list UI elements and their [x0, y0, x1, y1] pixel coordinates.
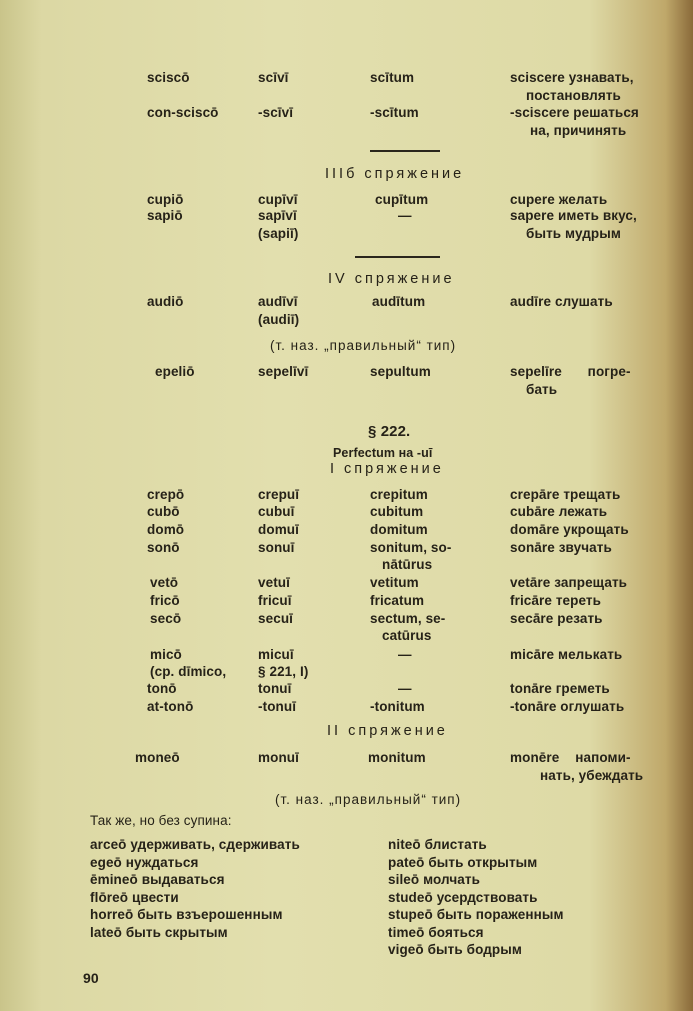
verb-supine: sectum, se-	[370, 611, 446, 626]
section-title: Perfectum на -uī	[333, 446, 433, 460]
verb-supine: —	[398, 647, 412, 662]
verb-present: epeliō	[155, 364, 195, 379]
verb-present: micō	[150, 647, 182, 662]
verb-meaning-cont: на, причинять	[530, 123, 627, 138]
verb-meaning: micāre мелькать	[510, 647, 623, 662]
verb-present: tonō	[147, 681, 177, 696]
divider	[355, 256, 440, 258]
verb-perfect: sonuī	[258, 540, 295, 555]
verb-meaning: secāre резать	[510, 611, 603, 626]
verb-present: domō	[147, 522, 185, 537]
verb-perfect: § 221, I)	[258, 664, 309, 679]
verb-supine: cupītum	[375, 192, 429, 207]
verb-supine: -scītum	[370, 105, 419, 120]
verb-present: sonō	[147, 540, 180, 555]
verb-meaning: sepelīre погре-	[510, 364, 631, 379]
verb-meaning: -sciscere решаться	[510, 105, 639, 120]
verb-list-item: timeō бояться	[388, 924, 484, 940]
verb-present: audiō	[147, 294, 184, 309]
verb-meaning-cont: быть мудрым	[526, 226, 621, 241]
verb-supine: scītum	[370, 70, 415, 85]
verb-supine: fricatum	[370, 593, 425, 608]
verb-list-item: sileō молчать	[388, 872, 481, 887]
verb-present: moneō	[135, 750, 180, 765]
verb-meaning: cupere желать	[510, 192, 608, 207]
section-heading: II спряжение	[327, 723, 448, 739]
verb-supine: cubitum	[370, 504, 424, 519]
verb-perfect: sepelīvī	[258, 364, 309, 379]
verb-list-item: arceō удерживать, сдерживать	[90, 837, 300, 852]
verb-meaning: sonāre звучать	[510, 540, 612, 555]
verb-perfect: tonuī	[258, 681, 292, 696]
verb-supine: nātūrus	[382, 557, 433, 572]
verb-perfect: scīvī	[258, 70, 289, 85]
section-heading: IIIб спряжение	[325, 166, 465, 182]
verb-meaning: sciscere узнавать,	[510, 70, 634, 85]
verb-perfect: micuī	[258, 647, 294, 662]
verb-list-item: lateō быть скрытым	[90, 924, 228, 940]
verb-present: secō	[150, 611, 182, 626]
verb-supine: —	[398, 681, 412, 696]
verb-meaning: audīre слушать	[510, 294, 613, 309]
verb-present: (cp. dīmico,	[150, 664, 227, 679]
type-note: (т. наз. „правильный“ тип)	[275, 792, 462, 807]
verb-supine: —	[398, 208, 412, 223]
section-heading: I спряжение	[330, 461, 444, 477]
verb-meaning: monēre напоми-	[510, 750, 631, 765]
verb-meaning: fricāre тереть	[510, 593, 602, 608]
verb-perfect: crepuī	[258, 487, 300, 502]
verb-list-item: flōreō цвести	[90, 889, 179, 905]
verb-perfect: -scīvī	[258, 105, 294, 120]
verb-present: at-tonō	[147, 699, 194, 714]
verb-list-item: egeō нуждаться	[90, 854, 199, 870]
verb-perfect: domuī	[258, 522, 299, 537]
verb-perfect: fricuī	[258, 593, 292, 608]
verb-present: vetō	[150, 575, 179, 590]
verb-meaning: domāre укрощать	[510, 522, 629, 537]
verb-present: crepō	[147, 487, 185, 502]
verb-perfect: cubuī	[258, 504, 295, 519]
verb-perfect: secuī	[258, 611, 294, 626]
verb-meaning-cont: бать	[526, 382, 558, 397]
type-note: (т. наз. „правильный“ тип)	[270, 338, 457, 353]
verb-present: cupiō	[147, 192, 184, 207]
verb-perfect: cupīvī	[258, 192, 298, 207]
verb-present: con-sciscō	[147, 105, 219, 120]
verb-meaning-cont: постановлять	[526, 88, 621, 103]
verb-meaning: sapere иметь вкус,	[510, 208, 637, 223]
intro-text: Так же, но без супина:	[90, 813, 232, 828]
verb-list-item: studeō усердствовать	[388, 889, 538, 905]
verb-meaning: vetāre запрещать	[510, 575, 628, 590]
verb-supine: sepultum	[370, 364, 431, 379]
verb-list-item: niteō блистать	[388, 837, 487, 852]
verb-supine: audītum	[372, 294, 426, 309]
page-number: 90	[83, 970, 99, 986]
verb-list-item: ēmineō выдаваться	[90, 872, 225, 887]
verb-meaning: -tonāre оглушать	[510, 699, 625, 714]
verb-perfect-alt: (sapiī)	[258, 226, 299, 241]
verb-list-item: pateō быть открытым	[388, 854, 538, 870]
verb-meaning-cont: нать, убеждать	[540, 768, 644, 783]
verb-perfect: audīvī	[258, 294, 298, 309]
section-heading: IV спряжение	[328, 271, 455, 287]
verb-list-item: stupeō быть пораженным	[388, 907, 564, 922]
verb-meaning: cubāre лежать	[510, 504, 608, 519]
verb-present: fricō	[150, 593, 180, 608]
verb-supine: -tonitum	[370, 699, 425, 714]
verb-perfect: -tonuī	[258, 699, 297, 714]
section-number: § 222.	[368, 423, 411, 440]
divider	[370, 150, 440, 152]
verb-perfect-alt: (audiī)	[258, 312, 300, 327]
verb-supine: catūrus	[382, 628, 432, 643]
verb-present: sciscō	[147, 70, 190, 85]
verb-present: sapiō	[147, 208, 183, 223]
verb-perfect: sapīvī	[258, 208, 297, 223]
verb-list-item: horreō быть взъерошенным	[90, 907, 283, 922]
verb-list-item: vigeō быть бодрым	[388, 942, 522, 957]
verb-supine: sonitum, so-	[370, 540, 452, 555]
verb-supine: monitum	[368, 750, 426, 765]
verb-supine: vetitum	[370, 575, 419, 590]
verb-perfect: monuī	[258, 750, 299, 765]
verb-supine: crepitum	[370, 487, 428, 502]
verb-meaning: crepāre трещать	[510, 487, 621, 502]
verb-perfect: vetuī	[258, 575, 291, 590]
verb-supine: domitum	[370, 522, 428, 537]
verb-present: cubō	[147, 504, 180, 519]
verb-meaning: tonāre греметь	[510, 681, 610, 696]
